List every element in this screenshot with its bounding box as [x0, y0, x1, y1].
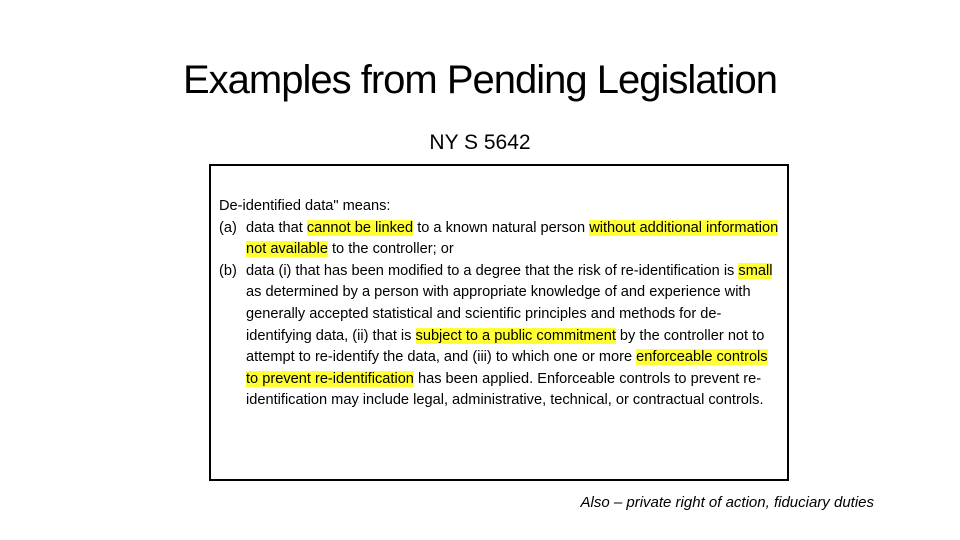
highlighted-phrase: subject to a public commitment	[415, 327, 616, 344]
highlighted-phrase: small	[738, 262, 773, 279]
highlighted-phrase: enforceable controls to prevent re-identification	[246, 349, 768, 387]
bill-number: NY S 5642	[429, 131, 531, 154]
highlighted-phrase: without additional information not available	[246, 219, 779, 258]
text-segment: has been applied. Enforceable controls to prevent re-identification may include legal, administrative, technical, or contractual controls.	[246, 370, 764, 409]
definition-intro: De-identified data" means:	[219, 198, 391, 214]
footnote: Also – private right of action, fiduciary duties	[580, 494, 874, 511]
text-segment: to the controller; or	[327, 241, 454, 258]
definition-box	[209, 164, 789, 481]
text-segment: data that	[246, 219, 307, 236]
item-text	[246, 261, 787, 412]
highlighted-phrase: cannot be linked	[306, 219, 414, 236]
text-segment: to a known natural person	[413, 219, 590, 236]
definition-item-b	[219, 261, 787, 412]
text-segment: by the controller not to attempt to re-identify the data, and (iii) to which one or more	[246, 327, 765, 366]
text-segment: data (i) that has been modified to a degree that the risk of re-identification is	[246, 262, 739, 279]
item-marker: (a)	[219, 219, 237, 236]
item-marker: (b)	[219, 262, 237, 279]
slide-title: Examples from Pending Legislation	[182, 58, 777, 102]
text-segment: as determined by a person with appropriate knowledge of and experience with generally accepted statistical and scientific principles and methods for de-identifying data, (ii) that is	[246, 284, 751, 344]
item-text	[246, 218, 787, 261]
definition-item-a	[219, 218, 787, 261]
